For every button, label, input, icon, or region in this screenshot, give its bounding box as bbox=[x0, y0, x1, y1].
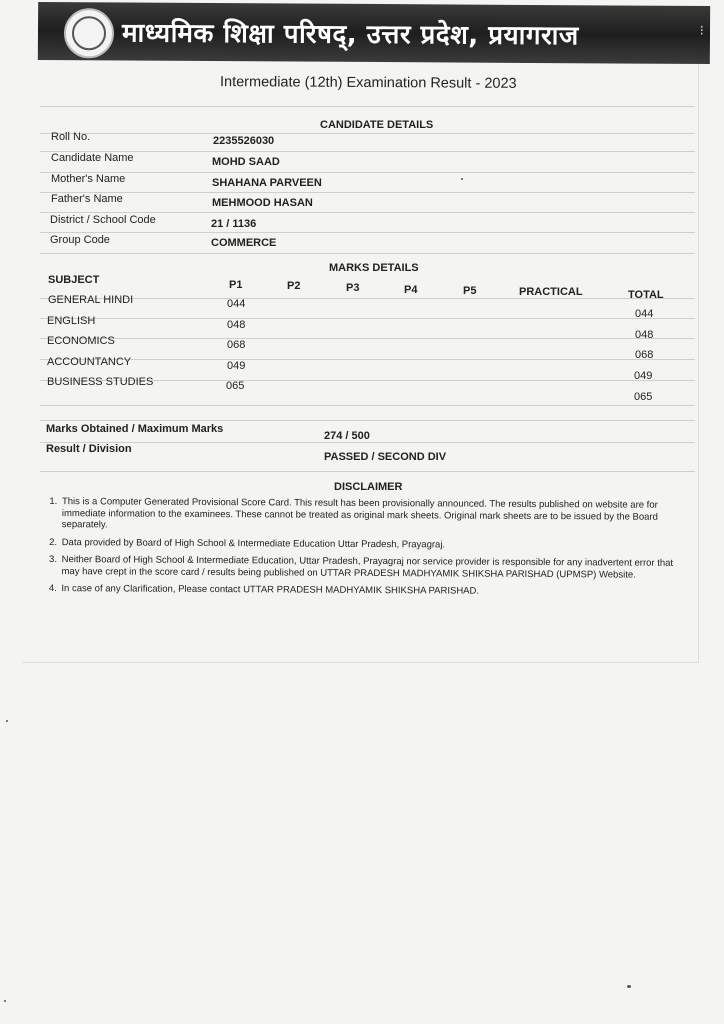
disclaimer-item: 1. This is a Computer Generated Provisional Score Card. This result has been provisionally announced. The results published on website are for immediate information to the examinees. These cannot be treated as original mark sheets. Original mark sheets are to be issued by the Board separately. bbox=[60, 496, 688, 534]
subject-total: 049 bbox=[634, 370, 653, 382]
result-value: PASSED / SECOND DIV bbox=[324, 451, 447, 463]
col-p2: P2 bbox=[287, 280, 301, 292]
divider bbox=[40, 151, 695, 152]
divider bbox=[40, 133, 695, 134]
subject-p1: 049 bbox=[227, 360, 246, 372]
disclaimer-item: 2. Data provided by Board of High School & Intermediate Education Uttar Pradesh, Prayagraj. bbox=[60, 537, 688, 552]
divider bbox=[40, 318, 695, 319]
disclaimer-item: 4. In case of any Clarification, Please contact UTTAR PRADESH MADHYAMIK SHIKSHA PARISHAD. bbox=[59, 583, 687, 598]
board-seal-icon bbox=[64, 8, 114, 58]
scan-speck bbox=[627, 985, 631, 988]
disclaimer-item: 3. Neither Board of High School & Intermediate Education, Uttar Pradesh, Prayagraj nor service provider is responsible for any inadvertent error that may have crept in the score card / results being published on UTTAR PRADESH MADHYAMIK SHIKSHA PARISHAD (UPMSP) Website. bbox=[60, 554, 688, 581]
mother-name-label: Mother's Name bbox=[51, 173, 126, 185]
father-name-value: MEHMOOD HASAN bbox=[212, 197, 313, 209]
col-p3: P3 bbox=[346, 282, 360, 294]
divider bbox=[40, 471, 695, 472]
district-code-value: 21 / 1136 bbox=[211, 218, 257, 230]
disclaimer-title: DISCLAIMER bbox=[334, 481, 403, 493]
subject-p1: 048 bbox=[227, 319, 246, 331]
subject-total: 068 bbox=[635, 349, 654, 361]
subject-name: ACCOUNTANCY bbox=[47, 356, 132, 368]
mother-name-value: SHAHANA PARVEEN bbox=[212, 177, 322, 189]
candidate-name-value: MOHD SAAD bbox=[212, 156, 280, 168]
result-label: Result / Division bbox=[46, 443, 132, 455]
subject-total: 044 bbox=[635, 308, 654, 320]
divider bbox=[40, 442, 695, 443]
divider bbox=[40, 106, 695, 107]
group-code-value: COMMERCE bbox=[211, 237, 277, 249]
marks-obtained-value: 274 / 500 bbox=[324, 430, 370, 442]
roll-no-value: 2235526030 bbox=[213, 135, 275, 147]
subject-p1: 068 bbox=[227, 339, 246, 351]
divider bbox=[40, 298, 695, 299]
divider bbox=[40, 405, 695, 406]
col-p5: P5 bbox=[463, 285, 477, 297]
group-code-label: Group Code bbox=[50, 234, 110, 246]
subject-total: 065 bbox=[634, 391, 653, 403]
col-subject: SUBJECT bbox=[48, 274, 100, 286]
divider bbox=[40, 253, 695, 254]
divider bbox=[40, 232, 695, 233]
subject-p1: 044 bbox=[227, 298, 246, 310]
subject-name: ENGLISH bbox=[47, 315, 96, 327]
divider bbox=[40, 192, 695, 193]
candidate-details-title: CANDIDATE DETAILS bbox=[320, 119, 434, 131]
divider bbox=[40, 172, 695, 173]
subject-name: ECONOMICS bbox=[47, 335, 115, 347]
subject-name: GENERAL HINDI bbox=[48, 294, 134, 306]
scan-speck bbox=[4, 1000, 6, 1002]
divider bbox=[40, 359, 695, 360]
district-code-label: District / School Code bbox=[50, 214, 156, 226]
marks-obtained-label: Marks Obtained / Maximum Marks bbox=[46, 423, 224, 435]
candidate-name-label: Candidate Name bbox=[51, 152, 134, 164]
divider bbox=[40, 212, 695, 213]
exam-title: Intermediate (12th) Examination Result - 2023 bbox=[219, 74, 517, 92]
subject-name: BUSINESS STUDIES bbox=[47, 376, 154, 388]
roll-no-label: Roll No. bbox=[51, 131, 91, 143]
board-banner bbox=[38, 2, 710, 64]
disclaimer-list bbox=[45, 496, 688, 604]
divider bbox=[40, 420, 695, 421]
subject-p1: 065 bbox=[226, 380, 245, 392]
col-p4: P4 bbox=[404, 284, 418, 296]
marks-details-title: MARKS DETAILS bbox=[329, 262, 419, 274]
scan-mark-icon: ⁝ bbox=[699, 21, 705, 39]
scan-speck bbox=[6, 720, 8, 722]
divider bbox=[40, 338, 695, 339]
father-name-label: Father's Name bbox=[51, 193, 123, 205]
subject-total: 048 bbox=[635, 329, 654, 341]
col-practical: PRACTICAL bbox=[519, 286, 583, 298]
col-total: TOTAL bbox=[628, 289, 664, 301]
scan-speck bbox=[461, 178, 463, 180]
col-p1: P1 bbox=[229, 279, 243, 291]
board-title: माध्यमिक शिक्षा परिषद्, उत्तर प्रदेश, प्रयागराज bbox=[121, 18, 579, 52]
